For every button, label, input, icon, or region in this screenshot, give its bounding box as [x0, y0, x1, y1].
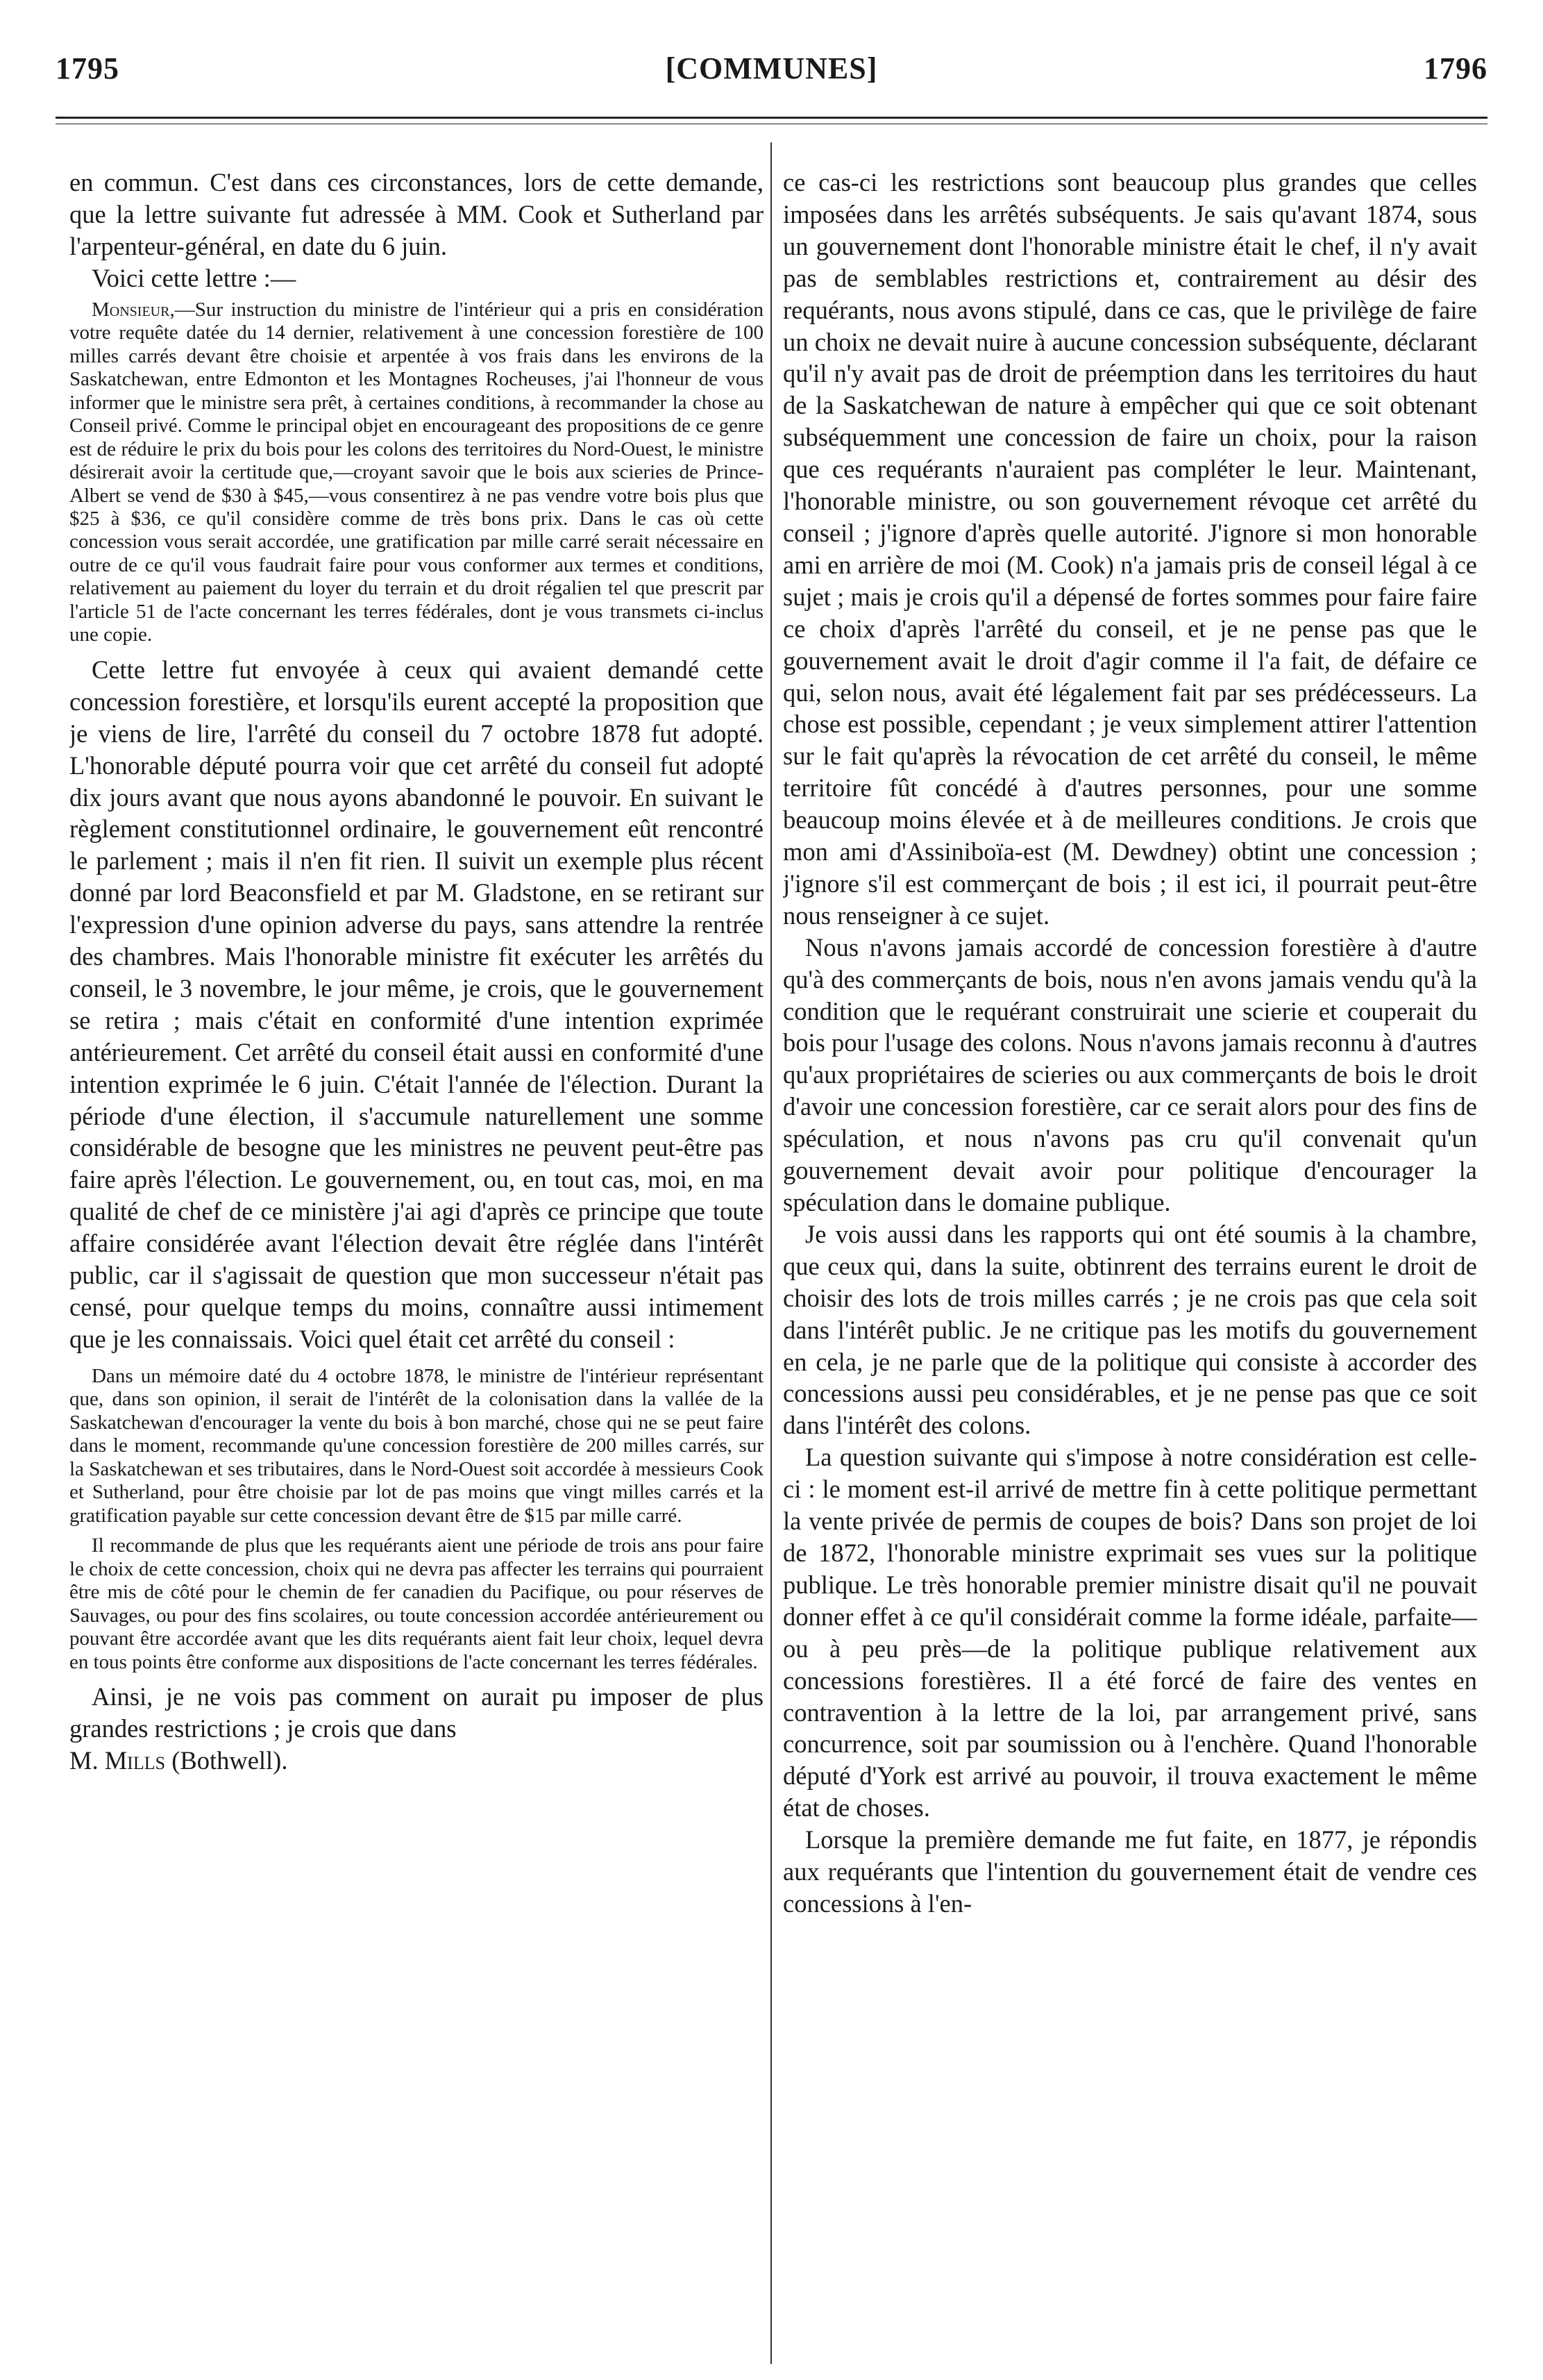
- paragraph: en commun. C'est dans ces circonstances, lors de cette demande, que la lettre suivante fut adressée à MM. Cook et Sutherland par l'arpenteur-général, en date du 6 juin.: [69, 168, 764, 260]
- order-in-council-paragraph: Il recommande de plus que les requérants aient une période de trois ans pour faire le choix de cette concession, choix qui ne devra pas affecter les terrains qui pourraient être mis de côté pour le chemin de fer canadien du Pacifique, ou pour réserves de Sauvages, ou pour des fins scolaires, ou toute concession accordée antérieurement ou pouvant être accordée avant que les dits requérants aient fait leur choix, lequel devra en tous points être conforme aux dispositions de l'acte concernant les terres fédérales.: [69, 1534, 764, 1673]
- paragraph: Voici cette lettre :—: [92, 263, 296, 292]
- speaker-name: Mills: [104, 1745, 166, 1775]
- order-in-council-paragraph: Dans un mémoire daté du 4 octobre 1878, le ministre de l'intérieur représentant que, dans son opinion, il serait de l'intérêt de la colonisation dans la vallée de la Saskatchewan d'encourager la vente du bois à bon marché, chose qui ne se peut faire dans le moment, recommande qu'une concession forestière de 200 milles carrés, sur la Saskatchewan et ses tributaires, dans le Nord-Ouest soit accordée à messieurs Cook et Sutherland, pour être choisie par lot de pas moins que vingt milles carrés et la gratification payable sur cette concession devant être de $15 par mille carré.: [69, 1364, 764, 1527]
- letter-body: —Sur instruction du ministre de l'intérieur qui a pris en considération votre requête datée du 14 dernier, relativement à une concession forestière de 100 milles carrés devant être choisie et arpentée à vos frais dans les environs de la Saskatchewan, entre Edmonton et les Montagnes Rocheuses, j'ai l'honneur de vous informer que le ministre sera prêt, à certaines conditions, à recommander la chose au Conseil privé. Comme le principal objet en encourageant des propositions de ce genre est de réduire le prix du bois pour les colons des territoires du Nord-Ouest, le ministre désirerait avoir la certitude que,—croyant savoir que le bois aux scieries de Prince-Albert se vend de $30 à $45,—vous consentirez à ne pas vendre votre bois plus que $25 à $36, ce qu'il considère comme de très bons prix. Dans le cas où cette concession vous serait accordée, une gratification par mille carré serait nécessaire en outre de ce qu'il vous faudrait faire pour vous conformer aux termes et conditions, relativement au paiement du loyer du terrain et du droit régalien tel que prescrit par l'article 51 de l'acte concernant les terres fédérales, dont je vous transmets ci-inclus une copie.: [69, 298, 764, 646]
- paragraph: Nous n'avons jamais accordé de concession forestière à d'autre qu'à des commerçants de bois, nous n'en avons jamais vendu qu'à la condition que le requérant construirait une scierie et couperait du bois pour l'usage des colons. Nous n'avons jamais reconnu à d'autres qu'aux propriétaires de scieries ou aux commerçants de bois le droit d'avoir une concession forestière, car ce serait alors pour des fins de spéculation, et nous n'avons pas cru qu'il convenait qu'un gouvernement devait avoir pour politique d'encourager la spéculation dans le domaine publique.: [783, 932, 1477, 1216]
- right-column: [783, 167, 1477, 2354]
- left-page-number: 1795: [56, 51, 119, 85]
- page-header: [56, 47, 1487, 89]
- paragraph: ce cas-ci les restrictions sont beaucoup plus grandes que celles imposées dans les arrêtés subséquents. Je sais qu'avant 1874, sous un gouvernement dont l'honorable ministre était le chef, il n'y avait pas de semblables restrictions et, contrairement au désir des requérants, nous avons stipulé, dans ce cas, que le privilège de faire un choix ne devait nuire à aucune concession subséquente, déclarant qu'il n'y avait pas de droit de préemption dans les territoires du haut de la Saskatchewan de nature à empêcher qui que ce soit obtenant subséquemment une concession de faire un choix, pour la raison que ces requérants n'auraient pas compléter le leur. Maintenant, l'honorable ministre, ou son gouvernement révoque cet arrêté du conseil ; j'ignore d'après quelle autorité. J'ignore si mon honorable ami en arrière de moi (M. Cook) n'a jamais pris de conseil légal à ce sujet ; mais je crois qu'il a dépensé de fortes sommes pour faire faire ce choix d'après l'arrêté du conseil, et je ne pense pas que le gouvernement avait le droit d'agir comme il l'a fait, de défaire ce qui, selon nous, avait été légalement fait par ses prédécesseurs. La chose est possible, cependant ; je veux simplement attirer l'attention sur le fait qu'après la révocation de cet arrêté du conseil, le même territoire fût concédé à d'autres personnes, pour une somme beaucoup moins élevée et à de meilleures conditions. Je crois que mon ami d'Assiniboïa-est (M. Dewdney) obtint une concession ; j'ignore s'il est commerçant de bois ; il est ici, il pourrait peut-être nous renseigner à ce sujet.: [783, 168, 1477, 930]
- paragraph: La question suivante qui s'impose à notre considération est celle-ci : le moment est-il arrivé de mettre fin à cette politique permettant la vente privée de permis de coupes de bois? Dans son projet de loi de 1872, l'honorable ministre exprimait ses vues sur la politique publique. Le très honorable premier ministre disait qu'il ne pouvait donner effet à ce qu'il considérait comme la forme idéale, parfaite—ou à peu près—de la politique publique relativement aux concessions forestières. Il a été forcé de faire des ventes en contravention à la lettre de la loi, par arrangement privé, sans concurrence, soit par soumission ou à l'enchère. Quand l'honorable député d'York est arrivé au pouvoir, il trouva exactement le même état de choses.: [783, 1443, 1477, 1822]
- paragraph: Ainsi, je ne vois pas comment on aurait pu imposer de plus grandes restrictions ; je crois que dans: [69, 1682, 764, 1743]
- speaker-prefix: M.: [69, 1745, 99, 1775]
- column-divider: [770, 142, 772, 2364]
- right-page-number: 1796: [1423, 51, 1487, 85]
- letter-salutation: Monsieur,: [92, 298, 175, 321]
- speaker-attribution: [69, 1745, 764, 1777]
- quoted-letter: [69, 299, 764, 647]
- paragraph: Lorsque la première demande me fut faite, en 1877, je répondis aux requérants que l'intention du gouvernement était de vendre ces concessions à l'en-: [783, 1825, 1477, 1918]
- speaker-riding: (Bothwell).: [171, 1745, 288, 1775]
- paragraph: Je vois aussi dans les rapports qui ont été soumis à la chambre, que ceux qui, dans la suite, obtinrent des terrains eurent le droit de choisir des lots de trois milles carrés ; je ne crois pas que cela soit dans l'intérêt public. Je ne critique pas les motifs du gouvernement en cela, je ne parle que de la politique qui consiste à accorder des concessions aussi peu considérables, et je ne pense pas que ce soit dans l'intérêt des colons.: [783, 1219, 1477, 1440]
- header-rule-thick: [56, 117, 1487, 119]
- paragraph: Cette lettre fut envoyée à ceux qui avaient demandé cette concession forestière, et lorsqu'ils eurent accepté la proposition que je viens de lire, l'arrêté du conseil du 7 octobre 1878 fut adopté. L'honorable député pourra voir que cet arrêté du conseil fut adopté dix jours avant que nous ayons abandonné le pouvoir. En suivant le règlement constitutionnel ordinaire, le gouvernement eût rencontré le parlement ; mais il n'en fit rien. Il suivit un exemple plus récent donné par lord Beaconsfield et par M. Gladstone, en se retirant sur l'expression d'une opinion adverse du pays, sans attendre la rentrée des chambres. Mais l'honorable ministre fit exécuter les arrêtés du conseil, le 3 novembre, le jour même, je crois, que le gouvernement se retira ; mais c'était en conformité d'une intention exprimée antérieurement. Cet arrêté du conseil était aussi en conformité d'une intention exprimée le 6 juin. C'était l'année de l'élection. Durant la période d'une élection, il s'accumule naturellement une somme considérable de besogne que les ministres ne peuvent peut-être pas faire après l'élection. Le gouvernement, ou, en tout cas, moi, en ma qualité de chef de ce ministère j'ai agi d'après ce principe que toute affaire considérée avant l'élection devait être réglée dans l'intérêt public, car il s'agissait de question que mon successeur n'était pas censé, pour quelque temps du moins, connaître aussi intimement que je les connaissais. Voici quel était cet arrêté du conseil :: [69, 655, 764, 1353]
- left-column: [69, 167, 764, 2354]
- running-title: [COMMUNES]: [665, 51, 878, 85]
